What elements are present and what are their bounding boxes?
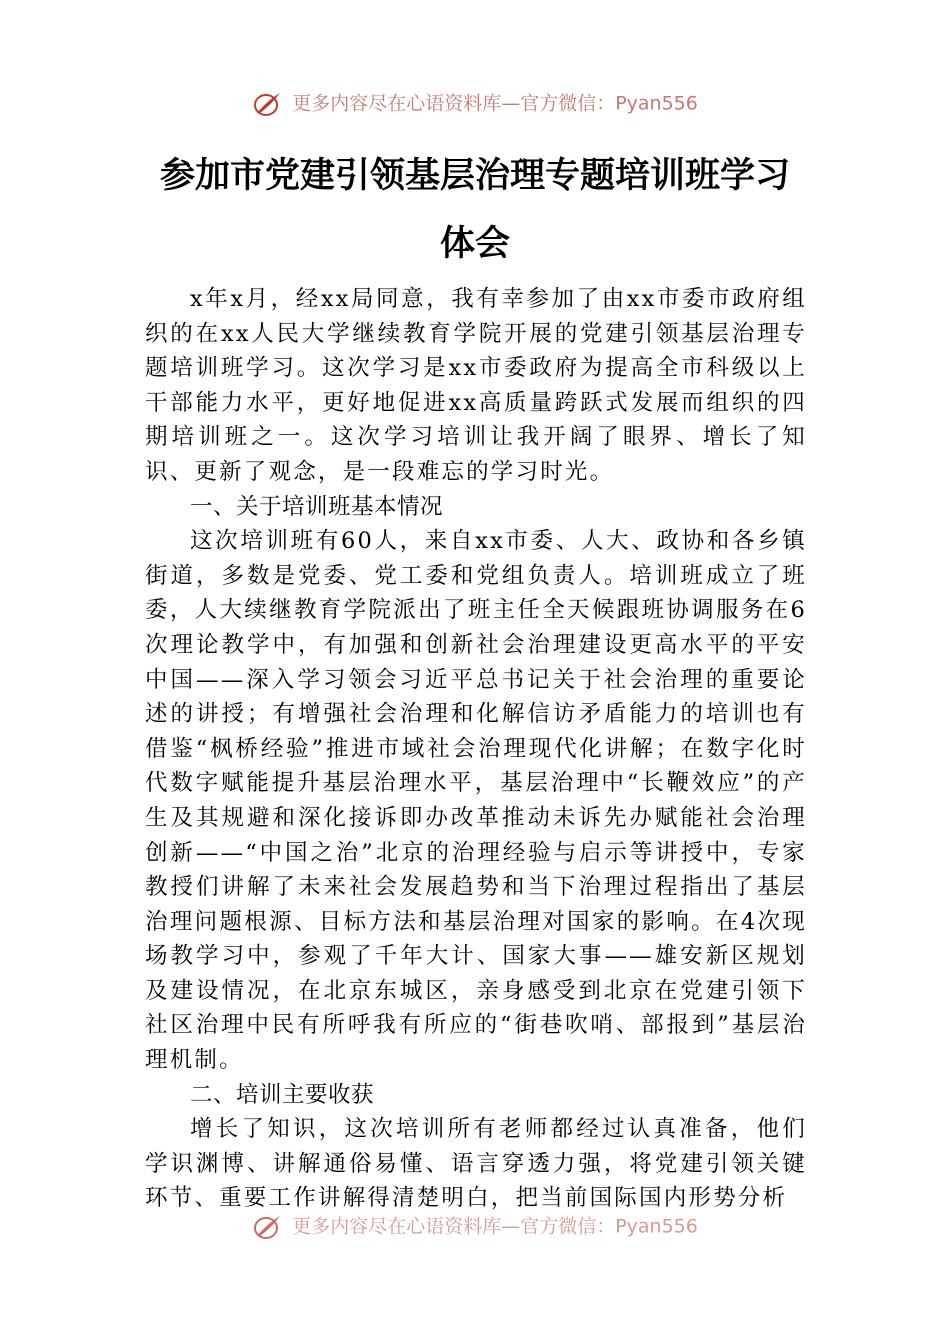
- page-title-line1: 参加市党建引领基层治理专题培训班学习: [159, 156, 790, 196]
- document-body: [145, 282, 807, 1212]
- intro-paragraph: x年x月，经xx局同意，我有幸参加了由xx市委市政府组织的在xx人民大学继续教育学院开展的党建引领基层治理专题培训班学习。这次学习是xx市委政府为提高全市科级以上干部能力水平，更好地促进xx高质量跨跃式发展而组织的四期培训班之一。这次学习培训让我开阔了眼界、增长了知识、更新了观念，是一段难忘的学习时光。: [145, 286, 807, 485]
- section2-paragraph: 增长了知识，这次培训所有老师都经过认真准备，他们学识渊博、讲解通俗易懂、语言穿透力强，将党建引领关键环节、重要工作讲解得清楚明白，把当前国际国内形势分析: [145, 1116, 807, 1212]
- watermark-text: 更多内容尽在心语资料库—官方微信：Pyan556: [292, 1215, 698, 1238]
- section1-heading: 一、关于培训班基本情况: [190, 493, 444, 520]
- section2-heading: 二、培训主要收获: [190, 1081, 375, 1108]
- page-title-line2: 体会: [439, 224, 510, 264]
- watermark-footer: [0, 1213, 950, 1240]
- watermark-text: 更多内容尽在心语资料库—官方微信：Pyan556: [292, 92, 698, 115]
- section1-paragraph: 这次培训班有60人，来自xx市委、人大、政协和各乡镇街道，多数是党委、党工委和党组负责人。培训班成立了班委，人大续继教育学院派出了班主任全天候跟班协调服务在6次理论教学中，有加强和创新社会治理建设更高水平的平安中国——深入学习领会习近平总书记关于社会治理的重要论述的讲授；有增强社会治理和化解信访矛盾能力的培训也有借鉴“枫桥经验”推进市域社会治理现代化讲解；在数字化时代数字赋能提升基层治理水平，基层治理中“长鞭效应”的产生及其规避和深化接诉即办改革推动未诉先办赋能社会治理创新——“中国之治”北京的治理经验与启示等讲授中，专家教授们讲解了未来社会发展趋势和当下治理过程指出了基层治理问题根源、目标方法和基层治理对国家的影响。在4次现场教学习中，参观了千年大计、国家大事——雄安新区规划及建设情况，在北京东城区，亲身感受到北京在党建引领下社区治理中民有所呼我有所应的“街巷吹哨、部报到”基层治理机制。: [145, 528, 807, 1074]
- watermark-header: [0, 90, 950, 117]
- feather-logo-icon: [252, 1214, 282, 1240]
- feather-logo-icon: [252, 91, 282, 117]
